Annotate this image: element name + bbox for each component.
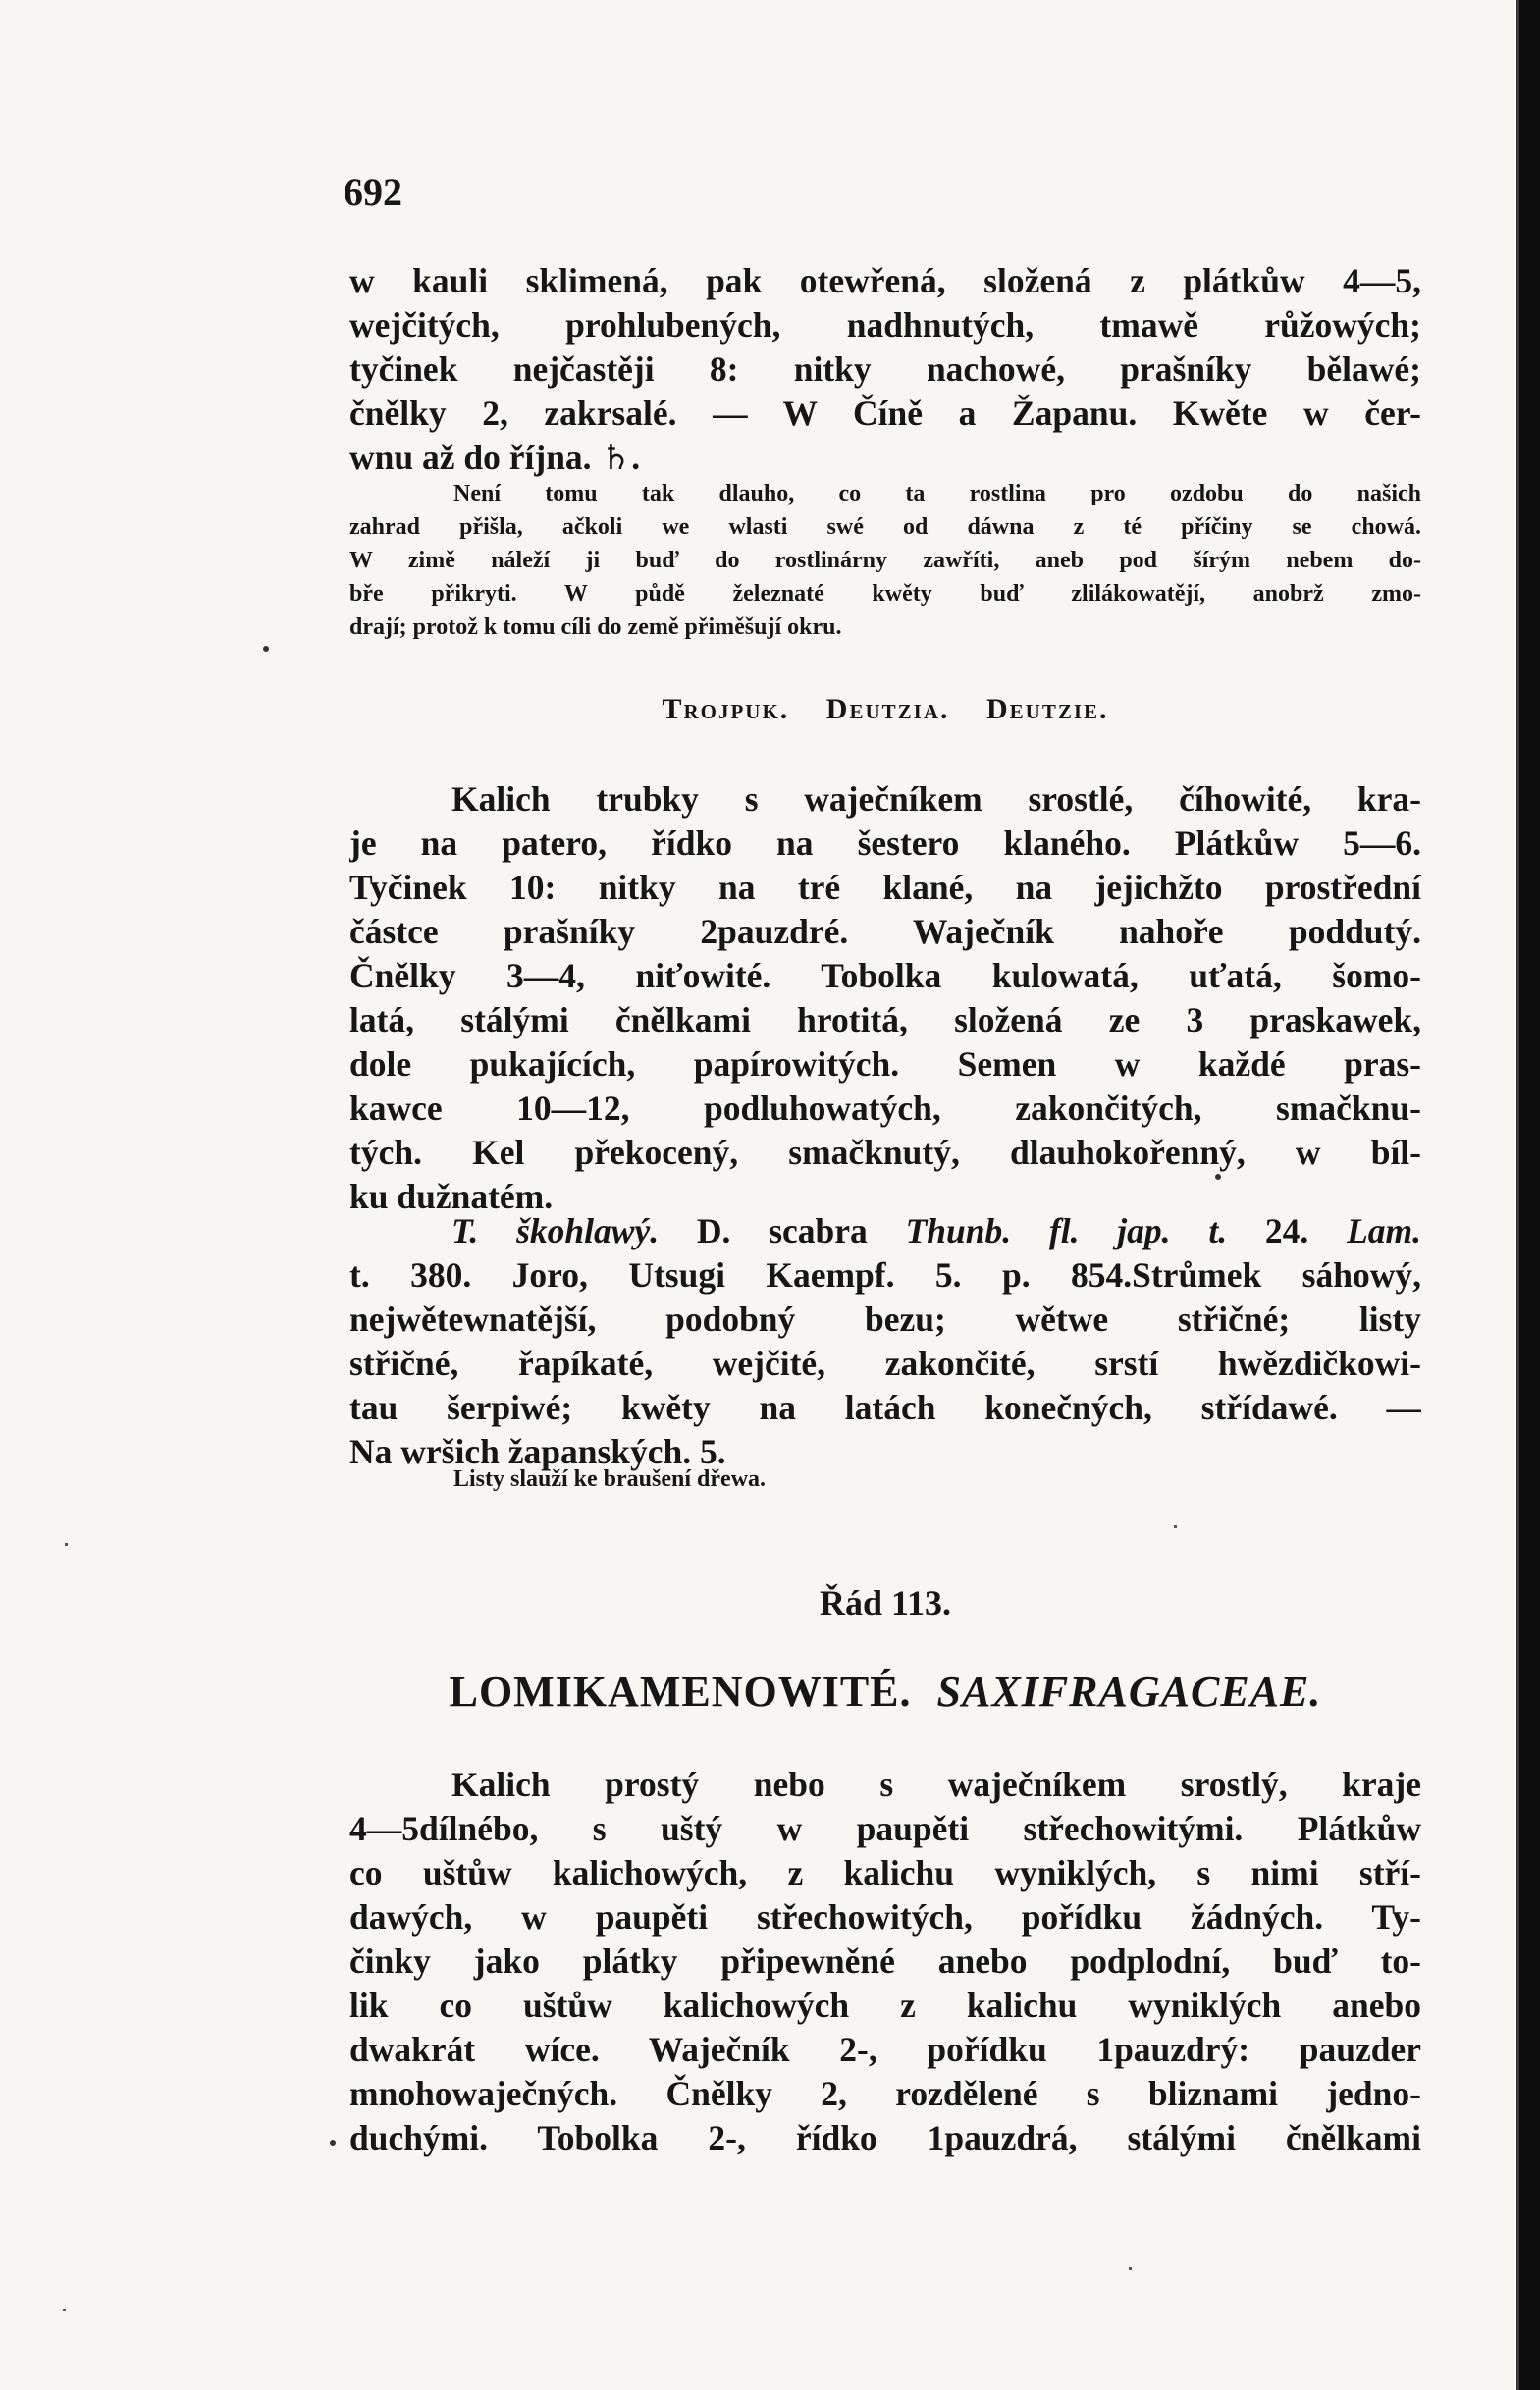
text-line: kawce 10—12, podluhowatých, zakončitých, smačknu-	[349, 1089, 1421, 1128]
genus-czech-name: Trojpuk.	[662, 693, 790, 725]
note-line: drají; protož k tomu cíli do země přiměšují okru.	[349, 614, 842, 640]
text-line: ku dužnatém.	[349, 1177, 554, 1216]
note-line: bře přikryti. W půdě železnaté kwěty buď zlilákowatějí, anobrž zmo-	[349, 581, 1421, 607]
print-speck	[65, 1543, 68, 1546]
family-description	[349, 1763, 1421, 2160]
text-line: tyčinek nejčastěji 8: nitky nachowé, prašníky bělawé;	[349, 349, 1421, 389]
note-line: Listy slauží ke braušení dřewa.	[453, 1466, 767, 1492]
text-line: dawých, w paupěti střechowitých, pořídku žádných. Ty-	[349, 1897, 1421, 1937]
text-line: t. 380. Joro, Utsugi Kaempf. 5. p. 854.Strůmek sáhowý,	[349, 1255, 1421, 1295]
note-line: W zimě náleží ji buď do rostlinárny zawříti, aneb pod šírým nebem do-	[349, 548, 1421, 573]
text-line: je na patero, řídko na šestero klaného. Plátkůw 5—6.	[349, 823, 1421, 863]
order-heading: Řád 113.	[819, 1583, 952, 1622]
note-line: zahrad přišla, ačkoli we wlasti swé od dáwna z té příčiny se chowá.	[349, 514, 1421, 540]
text-line: latá, stálými čnělkami hrotitá, složená ze 3 praskawek,	[349, 1000, 1421, 1039]
page-number: 692	[344, 170, 402, 214]
cultivation-note	[349, 477, 1421, 644]
text-line: tau šerpiwé; kwěty na latách konečných, střídawé. —	[349, 1388, 1421, 1427]
text-line: w kauli sklimená, pak otewřená, složená z plátkůw 4—5,	[349, 261, 1421, 300]
intro-paragraph	[349, 259, 1421, 480]
print-speck	[63, 2309, 66, 2311]
text-line: wnu až do října. ♄.	[349, 438, 641, 477]
text-line: čnělky 2, zakrsalé. — W Číně a Žapanu. Kwěte w čer-	[349, 394, 1421, 433]
text-line: Tyčinek 10: nitky na tré klané, na jejichžto prostřední	[349, 868, 1421, 907]
family-heading	[349, 1667, 1421, 1717]
text-line: střičné, řapíkaté, wejčité, zakončité, srstí hwězdičkowi-	[349, 1344, 1421, 1383]
note-line: Není tomu tak dlauho, co ta rostlina pro ozdobu do našich	[453, 481, 1421, 506]
text-line: Čnělky 3—4, niťowité. Tobolka kulowatá, uťatá, šomo-	[349, 956, 1421, 995]
print-speck	[330, 2140, 336, 2146]
use-note	[349, 1462, 1421, 1496]
print-speck	[263, 646, 269, 652]
scan-edge	[1516, 0, 1540, 2390]
print-speck	[1215, 1174, 1221, 1180]
text-line: wejčitých, prohlubených, nadhnutých, tmawě růžowých;	[349, 305, 1421, 345]
genus-latin-name: Deutzia.	[825, 693, 950, 725]
text-line: nejwětewnatější, podobný bezu; wětwe střičné; listy	[349, 1300, 1421, 1339]
genus-german-name: Deutzie.	[986, 693, 1109, 725]
genus-description	[349, 777, 1421, 1219]
text-line: duchými. Tobolka 2-, řídko 1pauzdrá, stálými čnělkami	[349, 2118, 1421, 2157]
species-reference-plate: 24.	[1227, 1211, 1348, 1250]
genus-header	[349, 693, 1421, 726]
text-line: částce prašníky 2pauzdré. Waječník nahoře poddutý.	[349, 912, 1421, 951]
text-line: lik co uštůw kalichowých z kalichu wyniklých anebo	[349, 1986, 1421, 2025]
species-reference: Thunb. fl. jap. t.	[905, 1211, 1228, 1250]
species-lead-line	[349, 1209, 1421, 1253]
species-latin-name: D. scabra	[659, 1211, 906, 1250]
family-latin-name: SAXIFRAGACEAE.	[936, 1668, 1322, 1716]
print-speck	[1174, 1525, 1177, 1528]
text-line: Kalich trubky s waječníkem srostlé, číhowité, kra-	[451, 779, 1421, 819]
species-czech-name: T. škohlawý.	[451, 1211, 660, 1250]
text-line: Kalich prostý nebo s waječníkem srostlý, kraje	[451, 1765, 1421, 1804]
family-czech-name: LOMIKAMENOWITÉ.	[449, 1668, 912, 1716]
text-line: činky jako plátky připewněné anebo podplodní, buď to-	[349, 1941, 1421, 1981]
species-paragraph	[349, 1209, 1421, 1474]
species-reference-lam: Lam.	[1347, 1211, 1421, 1250]
text-line: co uštůw kalichowých, z kalichu wyniklých, s nimi stří-	[349, 1853, 1421, 1892]
text-line: 4—5dílnébo, s uštý w paupěti střechowitými. Plátkůw	[349, 1809, 1421, 1848]
text-line: mnohowaječných. Čnělky 2, rozdělené s bliznami jedno-	[349, 2074, 1421, 2113]
text-line: tých. Kel překocený, smačknutý, dlauhokořenný, w bíl-	[349, 1133, 1421, 1172]
text-line: dole pukajících, papírowitých. Semen w každé pras-	[349, 1044, 1421, 1084]
text-line: Na wršich žapanských. 5.	[349, 1432, 726, 1471]
print-speck	[1129, 2267, 1132, 2270]
text-line: dwakrát wíce. Waječník 2-, pořídku 1pauzdrý: pauzder	[349, 2030, 1421, 2069]
